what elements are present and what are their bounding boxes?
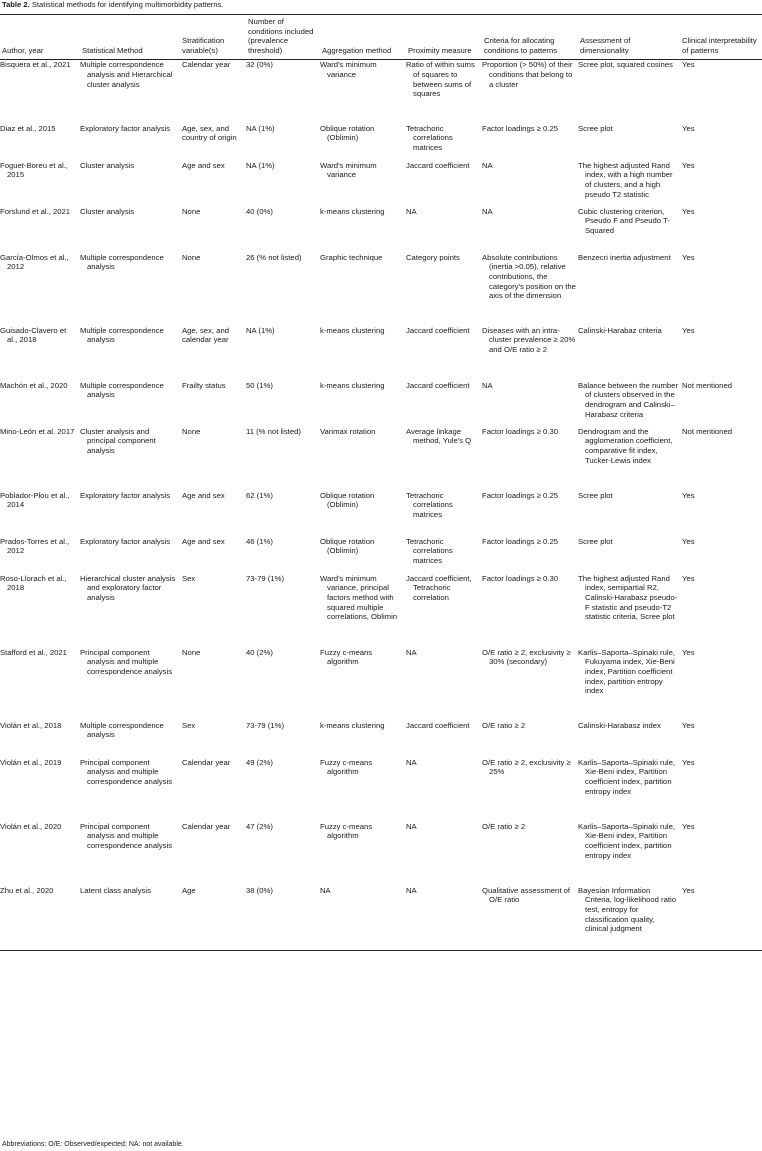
cell-stratification: None bbox=[182, 206, 201, 216]
cell-stratification: Calendar year bbox=[182, 60, 231, 70]
cell-aggregation: Oblique rotation (Oblimin) bbox=[320, 490, 375, 510]
cell-interpretability: Yes bbox=[682, 821, 695, 831]
cell-dimensionality: Scree plot, squared cosines bbox=[578, 60, 673, 70]
table-row bbox=[0, 124, 762, 161]
cell-author-year: Violán et al., 2020 bbox=[0, 821, 62, 831]
cell-author-year: Roso-Llorach et al., 2018 bbox=[0, 573, 67, 593]
cell-aggregation: k-means clustering bbox=[320, 206, 385, 216]
cell-proximity: Tetrachoric correlations matrices bbox=[406, 536, 453, 566]
cell-criteria: O/E ratio ≥ 2 bbox=[482, 821, 526, 831]
cell-proximity: Jaccard coefficient bbox=[406, 720, 470, 730]
cell-statistical-method: Multiple correspondence analysis bbox=[80, 380, 164, 400]
table-row bbox=[0, 648, 762, 721]
cell-aggregation: k-means clustering bbox=[320, 325, 385, 335]
table-row bbox=[0, 381, 762, 427]
cell-criteria: NA bbox=[482, 160, 493, 170]
cell-author-year: Bisquera et al., 2021 bbox=[0, 60, 71, 70]
cell-author-year: Foguet-Boreu et al., 2015 bbox=[0, 160, 68, 180]
cell-number-conditions: 26 (% not listed) bbox=[246, 252, 302, 262]
cell-dimensionality: Balance between the number of clusters observed in the dendrogram and Calinski–Harabasz criteria bbox=[578, 380, 679, 419]
cell-proximity: Category points bbox=[406, 252, 460, 262]
cell-stratification: Calendar year bbox=[182, 821, 231, 831]
cell-statistical-method: Multiple correspondence analysis bbox=[80, 325, 164, 345]
cell-interpretability: Yes bbox=[682, 536, 695, 546]
table-row bbox=[0, 758, 762, 822]
cell-number-conditions: 32 (0%) bbox=[246, 60, 273, 70]
cell-criteria: Factor loadings ≥ 0.25 bbox=[482, 536, 559, 546]
cell-statistical-method: Cluster analysis bbox=[80, 206, 135, 216]
cell-number-conditions: NA (1%) bbox=[246, 325, 275, 335]
cell-criteria: Diseases with an intra-cluster prevalence ≥ 20% and O/E ratio ≥ 2 bbox=[482, 325, 576, 355]
cell-aggregation: k-means clustering bbox=[320, 720, 385, 730]
cell-dimensionality: Scree plot bbox=[578, 490, 613, 500]
cell-interpretability: Yes bbox=[682, 160, 695, 170]
cell-statistical-method: Multiple correspondence analysis bbox=[80, 252, 164, 272]
cell-aggregation: Graphic technique bbox=[320, 252, 383, 262]
cell-number-conditions: 47 (2%) bbox=[246, 821, 273, 831]
cell-interpretability: Yes bbox=[682, 885, 695, 895]
header-dimensionality: Assessment of dimensionality bbox=[580, 36, 631, 55]
header-criteria: Criteria for allocating conditions to patterns bbox=[484, 36, 558, 55]
cell-stratification: Sex bbox=[182, 720, 196, 730]
header-number-conditions: Number of conditions included (prevalence threshold) bbox=[248, 17, 314, 55]
cell-author-year: Diaz et al., 2015 bbox=[0, 123, 56, 133]
cell-stratification: Calendar year bbox=[182, 757, 231, 767]
cell-author-year: Violán et al., 2019 bbox=[0, 757, 62, 767]
cell-stratification: Sex bbox=[182, 573, 196, 583]
cell-proximity: Jaccard coefficient, Tetrachoric correlation bbox=[406, 573, 472, 603]
table-row bbox=[0, 207, 762, 253]
table-row bbox=[0, 574, 762, 648]
cell-proximity: NA bbox=[406, 821, 417, 831]
cell-author-year: Guisado-Clavero et al., 2018 bbox=[0, 325, 67, 345]
cell-author-year: Stafford et al., 2021 bbox=[0, 647, 67, 657]
cell-number-conditions: 62 (1%) bbox=[246, 490, 273, 500]
cell-proximity: Jaccard coefficient bbox=[406, 160, 470, 170]
cell-dimensionality: Calinski-Harabaz criteria bbox=[578, 325, 662, 335]
cell-criteria: Proportion (> 50%) of their conditions that belong to a cluster bbox=[482, 60, 573, 89]
cell-proximity: Tetrachoric correlations matrices bbox=[406, 123, 453, 153]
table-row bbox=[0, 326, 762, 381]
cell-aggregation: Oblique rotation (Oblimin) bbox=[320, 123, 375, 143]
table-row bbox=[0, 537, 762, 574]
cell-statistical-method: Cluster analysis and principal component analysis bbox=[80, 426, 156, 456]
cell-number-conditions: 40 (2%) bbox=[246, 647, 273, 657]
table-header-row bbox=[0, 15, 762, 60]
cell-stratification: Age and sex bbox=[182, 160, 225, 170]
cell-criteria: NA bbox=[482, 380, 493, 390]
cell-author-year: Forslund et al., 2021 bbox=[0, 206, 71, 216]
cell-criteria: Factor loadings ≥ 0.25 bbox=[482, 490, 559, 500]
cell-aggregation: Fuzzy c-means algorithm bbox=[320, 821, 373, 841]
cell-aggregation: Varimax rotation bbox=[320, 426, 376, 436]
cell-interpretability: Yes bbox=[682, 647, 695, 657]
cell-author-year: García-Olmos et al., 2012 bbox=[0, 252, 69, 272]
cell-interpretability: Not mentioned bbox=[682, 426, 732, 436]
cell-criteria: Absolute contributions (inertia >0.05), relative contributions, the category's position on the axis of the dimension bbox=[482, 252, 576, 301]
cell-criteria: Factor loadings ≥ 0.30 bbox=[482, 573, 559, 583]
cell-stratification: Age, sex, and calendar year bbox=[182, 325, 230, 345]
cell-interpretability: Not mentioned bbox=[682, 380, 732, 390]
header-stratification: Stratification variable(s) bbox=[182, 36, 225, 55]
cell-number-conditions: NA (1%) bbox=[246, 123, 275, 133]
header-author-year: Author, year bbox=[2, 45, 44, 55]
cell-criteria: NA bbox=[482, 206, 493, 216]
cell-proximity: NA bbox=[406, 647, 417, 657]
cell-dimensionality: Scree plot bbox=[578, 536, 613, 546]
cell-statistical-method: Latent class analysis bbox=[80, 885, 151, 895]
cell-aggregation: Ward's minimum variance bbox=[320, 60, 377, 79]
cell-dimensionality: Bayesian Information Criteria, log-likelihood ratio test, entropy for classification quality, clinical judgment bbox=[578, 885, 677, 934]
cell-dimensionality: The highest adjusted Rand index, semipartial R2, Calinski-Harabasz pseudo-F statistic and pseudo-T2 statistic criteria, Scree plot bbox=[578, 573, 678, 622]
cell-number-conditions: 46 (1%) bbox=[246, 536, 273, 546]
cell-criteria: O/E ratio ≥ 2, exclusivity ≥ 30% (secondary) bbox=[482, 647, 571, 667]
cell-aggregation: Ward's minimum variance bbox=[320, 160, 377, 180]
cell-proximity: NA bbox=[406, 885, 417, 895]
cell-statistical-method: Multiple correspondence analysis and Hierarchical cluster analysis bbox=[80, 60, 173, 89]
table-row bbox=[0, 822, 762, 886]
cell-proximity: NA bbox=[406, 206, 417, 216]
cell-dimensionality: Karlis–Saporta–Spinaki rule, Xie-Beni index, Partition coefficient index, partition entropy index bbox=[578, 757, 676, 796]
cell-interpretability: Yes bbox=[682, 123, 695, 133]
cell-criteria: O/E ratio ≥ 2, exclusivity ≥ 25% bbox=[482, 757, 571, 777]
cell-proximity: NA bbox=[406, 757, 417, 767]
cell-dimensionality: Karlis–Saporta–Spinaki rule, Fukuyama index, Xie-Beni index, Partition coefficient index, partition entropy index bbox=[578, 647, 676, 696]
cell-author-year: Prados-Torres et al., 2012 bbox=[0, 536, 70, 556]
cell-dimensionality: The highest adjusted Rand index, with a high number of clusters, and a high pseudo T2 statistic bbox=[578, 160, 673, 199]
cell-statistical-method: Multiple correspondence analysis bbox=[80, 720, 164, 740]
cell-stratification: Age and sex bbox=[182, 536, 225, 546]
cell-interpretability: Yes bbox=[682, 252, 695, 262]
cell-statistical-method: Exploratory factor analysis bbox=[80, 123, 171, 133]
cell-statistical-method: Exploratory factor analysis bbox=[80, 490, 171, 500]
cell-interpretability: Yes bbox=[682, 60, 695, 70]
cell-aggregation: k-means clustering bbox=[320, 380, 385, 390]
cell-dimensionality: Benzecri inertia adjustment bbox=[578, 252, 671, 262]
cell-interpretability: Yes bbox=[682, 206, 695, 216]
table-row bbox=[0, 721, 762, 758]
table-row bbox=[0, 60, 762, 124]
cell-stratification: None bbox=[182, 252, 201, 262]
cell-proximity: Average linkage method, Yule's Q bbox=[406, 426, 472, 446]
cell-interpretability: Yes bbox=[682, 573, 695, 583]
table-row bbox=[0, 886, 762, 951]
cell-aggregation: Oblique rotation (Oblimin) bbox=[320, 536, 375, 556]
cell-interpretability: Yes bbox=[682, 325, 695, 335]
cell-stratification: Age bbox=[182, 885, 196, 895]
cell-proximity: Ratio of within sums of squares to between sums of squares bbox=[406, 60, 475, 99]
cell-interpretability: Yes bbox=[682, 720, 695, 730]
cell-dimensionality: Scree plot bbox=[578, 123, 613, 133]
cell-author-year: Zhu et al., 2020 bbox=[0, 885, 54, 895]
table-row bbox=[0, 161, 762, 207]
table-caption-text: Statistical methods for identifying multimorbidity patterns. bbox=[31, 0, 224, 9]
table-row bbox=[0, 491, 762, 537]
cell-author-year: Machón et al., 2020 bbox=[0, 380, 68, 390]
cell-statistical-method: Cluster analysis bbox=[80, 160, 135, 170]
cell-stratification: None bbox=[182, 426, 201, 436]
cell-criteria: O/E ratio ≥ 2 bbox=[482, 720, 526, 730]
cell-dimensionality: Karlis–Saporta–Spinaki rule, Xie-Beni index, Partition coefficient index, partition entropy index bbox=[578, 821, 676, 860]
table-body bbox=[0, 60, 762, 951]
cell-criteria: Factor loadings ≥ 0.30 bbox=[482, 426, 559, 436]
cell-dimensionality: Calinski-Harabasz index bbox=[578, 720, 661, 730]
cell-number-conditions: 49 (2%) bbox=[246, 757, 273, 767]
table-row bbox=[0, 427, 762, 491]
methods-table bbox=[0, 14, 762, 951]
cell-proximity: Tetrachoric correlations matrices bbox=[406, 490, 453, 520]
cell-number-conditions: 50 (1%) bbox=[246, 380, 273, 390]
cell-author-year: Mino-León et al. 2017 bbox=[0, 426, 75, 436]
table-caption bbox=[2, 0, 223, 10]
cell-aggregation: Fuzzy c-means algorithm bbox=[320, 757, 373, 777]
cell-author-year: Violán et al., 2018 bbox=[0, 720, 62, 730]
cell-number-conditions: 38 (0%) bbox=[246, 885, 273, 895]
cell-statistical-method: Principal component analysis and multiple correspondence analysis bbox=[80, 821, 173, 851]
cell-interpretability: Yes bbox=[682, 757, 695, 767]
cell-statistical-method: Principal component analysis and multiple correspondence analysis bbox=[80, 647, 173, 677]
cell-proximity: Jaccard coefficient bbox=[406, 325, 470, 335]
table-caption-label: Table 2. bbox=[2, 0, 30, 9]
cell-criteria: Qualitative assessment of O/E ratio bbox=[482, 885, 571, 905]
cell-aggregation: Ward's minimum variance, principal factors method with squared multiple correlations, Oblimin bbox=[320, 573, 398, 622]
cell-number-conditions: 73-79 (1%) bbox=[246, 720, 285, 730]
header-interpretability: Clinical interpretability of patterns bbox=[682, 36, 757, 55]
cell-criteria: Factor loadings ≥ 0.25 bbox=[482, 123, 559, 133]
table-footnote: Abbreviations: O/E: Observed/expected; NA: not available. bbox=[2, 1141, 184, 1148]
cell-proximity: Jaccard coefficient bbox=[406, 380, 470, 390]
cell-stratification: None bbox=[182, 647, 201, 657]
cell-author-year: Poblador-Plou et al., 2014 bbox=[0, 490, 70, 510]
cell-number-conditions: NA (1%) bbox=[246, 160, 275, 170]
cell-statistical-method: Hierarchical cluster analysis and exploratory factor analysis bbox=[80, 573, 176, 603]
cell-stratification: Age, sex, and country of origin bbox=[182, 123, 237, 143]
cell-stratification: Age and sex bbox=[182, 490, 225, 500]
cell-number-conditions: 40 (0%) bbox=[246, 206, 273, 216]
cell-statistical-method: Exploratory factor analysis bbox=[80, 536, 171, 546]
header-aggregation: Aggregation method bbox=[322, 45, 392, 55]
cell-aggregation: Fuzzy c-means algorithm bbox=[320, 647, 373, 667]
header-statistical-method: Statistical Method bbox=[82, 45, 143, 55]
cell-statistical-method: Principal component analysis and multiple correspondence analysis bbox=[80, 757, 173, 787]
cell-number-conditions: 73-79 (1%) bbox=[246, 573, 285, 583]
cell-dimensionality: Cubic clustering criterion, Pseudo F and Pseudo T-Squared bbox=[578, 206, 670, 236]
cell-interpretability: Yes bbox=[682, 490, 695, 500]
cell-aggregation: NA bbox=[320, 885, 331, 895]
header-proximity: Proximity measure bbox=[408, 45, 472, 55]
cell-stratification: Frailty status bbox=[182, 380, 226, 390]
cell-number-conditions: 11 (% not listed) bbox=[246, 426, 301, 436]
cell-dimensionality: Dendrogram and the agglomeration coefficient, comparative fit index, Tucker-Lewis index bbox=[578, 426, 673, 465]
table-row bbox=[0, 253, 762, 326]
